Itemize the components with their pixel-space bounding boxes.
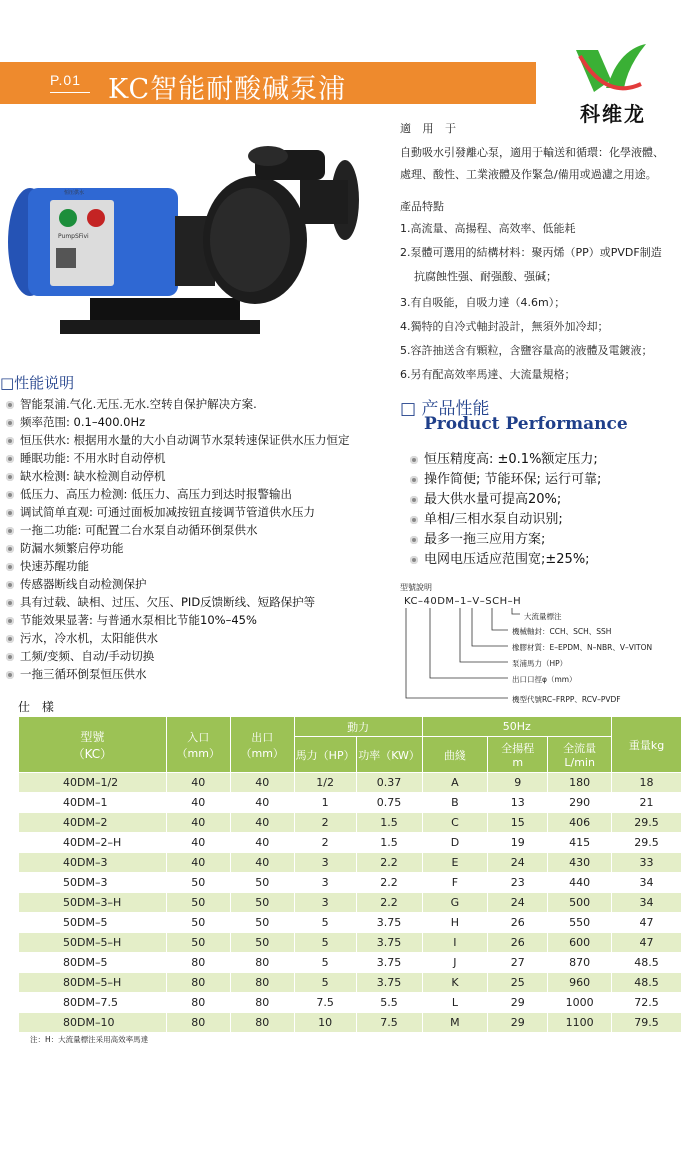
applications-line-2: 處理、酸性、工業液體及作緊急/備用或過濾之用途。 [400,168,657,181]
header-hp: 馬力（HP） [294,737,356,773]
table-cell: 40 [166,813,230,833]
table-cell: 50DM–5 [19,913,167,933]
table-cell: 3 [294,893,356,913]
table-cell: A [422,773,488,793]
table-cell: 40 [230,853,294,873]
footnote: 注：H：大流量標注采用高效率馬達 [30,1035,149,1044]
header-model: 型號 （KC） [19,717,167,773]
bullet-icon [6,527,14,535]
model-label: 出口口徑φ（mm） [512,675,577,684]
table-cell: 13 [488,793,548,813]
table-cell: 50DM–3–H [19,893,167,913]
performance-item: 一拖三循环倒泵恒压供水 [6,666,147,682]
bullet-icon [6,635,14,643]
table-cell: 3 [294,853,356,873]
performance-item: 调试简单直观: 可通过面板加减按钮直接调节管道供水压力 [6,504,315,520]
table-row [19,793,682,813]
table-cell: 440 [548,873,612,893]
table-cell: 80 [230,993,294,1013]
table-row [19,933,682,953]
model-label: 大流量標注 [524,612,562,621]
feature-item: 抗腐蝕性强、耐强酸、强碱； [414,270,557,283]
bullet-icon [6,491,14,499]
model-label: 橡膠材質：E–EPDM、N–NBR、V–VITON [512,643,653,652]
page-title: KC智能耐酸碱泵浦 [108,74,347,105]
table-cell: 25 [488,973,548,993]
product-item: 操作简便; 节能环保; 运行可靠; [410,468,601,487]
table-cell: 430 [548,853,612,873]
table-cell: 40 [166,773,230,793]
table-cell: 21 [612,793,682,813]
table-cell: 5 [294,933,356,953]
header-rule [50,92,90,93]
table-cell: L [422,993,488,1013]
header-power: 動力 [294,717,422,737]
table-cell: 79.5 [612,1013,682,1033]
bullet-icon [410,536,418,544]
model-label: 機型代號RC–FRPP、RCV–PVDF [512,695,621,704]
table-cell: C [422,813,488,833]
header-inlet: 入口 （mm） [166,717,230,773]
table-cell: 7.5 [356,1013,422,1033]
table-cell: 5 [294,913,356,933]
spec-title: 仕 樣 [18,700,58,714]
table-cell: K [422,973,488,993]
table-cell: 1/2 [294,773,356,793]
table-row [19,873,682,893]
table-cell: 26 [488,933,548,953]
table-cell: 80DM–5 [19,953,167,973]
table-cell: 50 [166,933,230,953]
header-head: 全揚程 m [488,737,548,773]
performance-item: 一拖二功能: 可配置二台水泵自动循环倒泵供水 [6,522,258,538]
table-cell: 80 [166,953,230,973]
table-cell: 960 [548,973,612,993]
feature-item: 5.容許抽送含有顆粒，含鹽容量高的液體及電鍍液； [400,344,653,357]
table-cell: 3.75 [356,933,422,953]
product-item: 电网电压适应范围宽;±25%; [410,548,590,567]
table-cell: 80 [166,1013,230,1033]
table-cell: 1000 [548,993,612,1013]
table-cell: 40DM–2 [19,813,167,833]
page-number: P.01 [50,72,81,88]
table-cell: 1 [294,793,356,813]
table-cell: 406 [548,813,612,833]
table-cell: 48.5 [612,953,682,973]
feature-item: 3.有自吸能，自吸力達（4.6m）； [400,296,566,309]
table-cell: 24 [488,853,548,873]
bullet-icon [410,496,418,504]
table-cell: 19 [488,833,548,853]
table-cell: 2 [294,833,356,853]
table-cell: 40 [230,813,294,833]
table-cell: 24 [488,893,548,913]
table-cell: 0.37 [356,773,422,793]
table-cell: 29 [488,1013,548,1033]
product-item: 单相/三相水泵自动识别; [410,508,563,527]
product-performance-title-en: Product Performance [424,414,628,434]
table-cell: 5 [294,973,356,993]
table-cell: 50DM–3 [19,873,167,893]
model-label: 機械軸封：CCH、SCH、SSH [512,627,612,636]
performance-item: 睡眠功能: 不用水时自动停机 [6,450,166,466]
table-cell: 50 [230,893,294,913]
table-cell: 50 [166,913,230,933]
bullet-icon [6,455,14,463]
table-cell: 40 [166,833,230,853]
table-cell: 9 [488,773,548,793]
table-cell: 2.2 [356,853,422,873]
feature-item: 2.泵體可選用的結構材料：聚丙烯（PP）或PVDF制造 [400,246,662,259]
performance-item: 频率范围: 0.1–400.0Hz [6,414,145,430]
bullet-icon [410,476,418,484]
table-cell: 47 [612,913,682,933]
table-cell: F [422,873,488,893]
bullet-icon [410,516,418,524]
table-cell: 600 [548,933,612,953]
table-cell: 40DM–2–H [19,833,167,853]
table-cell: 33 [612,853,682,873]
table-cell: 2 [294,813,356,833]
performance-item: 快速苏醒功能 [6,558,89,574]
table-cell: H [422,913,488,933]
bullet-icon [6,473,14,481]
bullet-icon [6,419,14,427]
header-kw: 功率（KW） [356,737,422,773]
table-cell: J [422,953,488,973]
features-title: 產品特點 [400,200,444,213]
table-cell: 80DM–7.5 [19,993,167,1013]
table-cell: 2.2 [356,873,422,893]
table-row [19,913,682,933]
table-cell: 40DM–1 [19,793,167,813]
product-item: 最大供水量可提高20%; [410,488,561,507]
feature-item: 1.高流量、高揚程、高效率、低能耗 [400,222,576,235]
performance-item: 防漏水频繁启停功能 [6,540,124,556]
table-cell: 1100 [548,1013,612,1033]
performance-item: 具有过载、缺相、过压、欠压、PID反馈断线、短路保护等 [6,594,315,610]
table-cell: B [422,793,488,813]
table-cell: 80DM–10 [19,1013,167,1033]
table-cell: 34 [612,893,682,913]
performance-title: □性能说明 [0,374,75,392]
table-cell: 3.75 [356,953,422,973]
table-cell: 870 [548,953,612,973]
table-cell: 29.5 [612,833,682,853]
header-curve: 曲綫 [422,737,488,773]
pump-image [0,130,380,360]
table-row [19,993,682,1013]
table-cell: 80DM–5–H [19,973,167,993]
table-cell: 15 [488,813,548,833]
table-row [19,1013,682,1033]
table-cell: 50 [166,893,230,913]
table-row [19,833,682,853]
bullet-icon [6,563,14,571]
model-label: 泵浦馬力（HP） [512,659,568,668]
table-cell: 500 [548,893,612,913]
table-cell: 3.75 [356,973,422,993]
table-cell: 7.5 [294,993,356,1013]
table-cell: 80 [230,1013,294,1033]
bullet-icon [6,545,14,553]
performance-item: 恒压供水: 根据用水量的大小自动调节水泵转速保证供水压力恒定 [6,432,350,448]
bullet-icon [6,599,14,607]
bullet-icon [410,556,418,564]
header-50hz: 50Hz [422,717,612,737]
table-row [19,813,682,833]
header-outlet: 出口 （mm） [230,717,294,773]
spec-table [18,716,682,1033]
table-row [19,973,682,993]
table-cell: 27 [488,953,548,973]
bullet-icon [6,509,14,517]
table-cell: 50 [230,933,294,953]
table-cell: 290 [548,793,612,813]
table-cell: 40 [230,793,294,813]
table-cell: 80 [166,973,230,993]
table-cell: E [422,853,488,873]
model-code-title: 型號說明 [400,583,432,592]
table-cell: 80 [166,993,230,1013]
table-cell: 40 [166,793,230,813]
bullet-icon [410,456,418,464]
table-cell: G [422,893,488,913]
table-cell: 29.5 [612,813,682,833]
performance-item: 传感器断线自动检测保护 [6,576,147,592]
table-cell: 0.75 [356,793,422,813]
table-cell: 5.5 [356,993,422,1013]
table-cell: D [422,833,488,853]
applications-title: 適 用 于 [400,122,460,135]
table-cell: 10 [294,1013,356,1033]
performance-item: 智能泵浦.气化.无压.无水.空转自保护解决方案. [6,396,257,412]
performance-item: 节能效果显著: 与普通水泵相比节能10%–45% [6,612,257,628]
model-code: KC–40DM–1–V–SCH–H [404,596,522,607]
table-cell: 80 [230,953,294,973]
performance-item: 工频/变频、自动/手动切换 [6,648,154,664]
header-weight: 重量kg [612,717,682,773]
feature-item: 4.獨特的自冷式軸封設計，無須外加冷却； [400,320,609,333]
table-cell: 40 [230,833,294,853]
performance-item: 缺水检测: 缺水检测自动停机 [6,468,166,484]
product-performance-title: □ 产品性能 [400,399,490,419]
header-flow: 全流量 L/min [548,737,612,773]
table-cell: I [422,933,488,953]
bullet-icon [6,617,14,625]
table-cell: 2.2 [356,893,422,913]
table-cell: 50 [166,873,230,893]
logo-text: 科维龙 [580,102,646,126]
bullet-icon [6,581,14,589]
table-cell: 47 [612,933,682,953]
pump-panel-label: PumpSFivi [58,233,89,240]
feature-item: 6.另有配高效率馬達、大流量規格； [400,368,576,381]
table-cell: 415 [548,833,612,853]
pump-panel-text: 恒压供水 [64,190,85,196]
table-cell: 40 [166,853,230,873]
product-item: 最多一拖三应用方案; [410,528,545,547]
table-row [19,853,682,873]
table-cell: 18 [612,773,682,793]
table-cell: 3.75 [356,913,422,933]
table-cell: 1.5 [356,813,422,833]
table-cell: 80 [230,973,294,993]
table-cell: 1.5 [356,833,422,853]
table-cell: 3 [294,873,356,893]
performance-item: 污水，冷水机，太阳能供水 [6,630,158,646]
product-item: 恒压精度高: ±0.1%额定压力; [410,448,598,467]
table-row [19,953,682,973]
table-row [19,893,682,913]
bullet-icon [6,437,14,445]
table-cell: 48.5 [612,973,682,993]
table-cell: 5 [294,953,356,973]
table-cell: 34 [612,873,682,893]
table-cell: 72.5 [612,993,682,1013]
table-cell: 40DM–3 [19,853,167,873]
table-cell: 50 [230,873,294,893]
table-cell: 40 [230,773,294,793]
bullet-icon [6,653,14,661]
applications-line-1: 自動吸水引發離心泵，適用于輸送和循環：化學液體、 [400,146,664,159]
table-cell: 180 [548,773,612,793]
table-cell: 29 [488,993,548,1013]
spec-body [19,773,682,1033]
table-row [19,773,682,793]
bullet-icon [6,401,14,409]
table-cell: 50DM–5–H [19,933,167,953]
table-cell: M [422,1013,488,1033]
table-cell: 50 [230,913,294,933]
table-cell: 40DM–1/2 [19,773,167,793]
performance-item: 低压力、高压力检测: 低压力、高压力到达时报警输出 [6,486,292,502]
table-cell: 23 [488,873,548,893]
bullet-icon [6,671,14,679]
table-cell: 550 [548,913,612,933]
table-cell: 26 [488,913,548,933]
